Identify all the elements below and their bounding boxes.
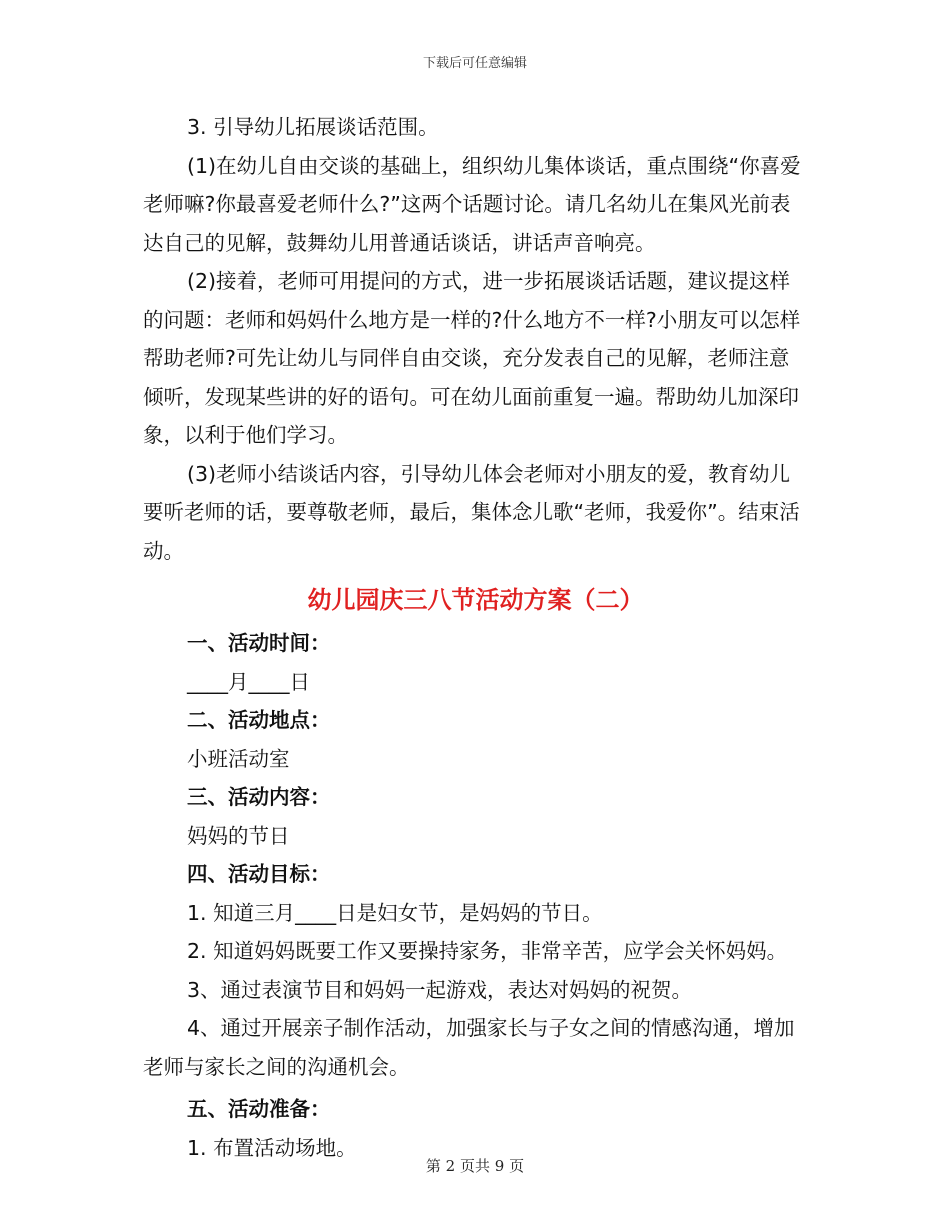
goal-3: 3、通过表演节目和妈妈一起游戏，表达对妈妈的祝贺。 [187,977,693,1002]
goal-2: 2. 知道妈妈既要工作又要操持家务，非常辛苦，应学会关怀妈妈。 [187,939,788,963]
paragraph-1: (1)在幼儿自由交谈的基础上，组织幼儿集体谈话，重点围绕“你喜爱老师嘛?你最喜爱老师什么?”这两个话题讨论。请几名幼儿在集风光前表达自己的见解，鼓舞幼儿用普通话谈话，讲话声音响亮。 [143,153,801,255]
goal-1: 1. 知道三月____日是妇女节，是妈妈的节日。 [187,900,603,925]
page-footer: 第 2 页共 9 页 [425,1157,525,1175]
page-header: 下载后可任意编辑 [422,56,527,71]
paragraph-2: (2)接着，老师可用提问的方式，进一步拓展谈话话题，建议提这样的问题：老师和妈妈什么地方是一样的?什么地方不一样?小朋友可以怎样帮助老师?可先让幼儿与同伴自由交谈，充分发表自己的见解，老师注意倾听，发现某些讲的好的语句。可在幼儿面前重复一遍。帮助幼儿加深印象，以利于他们学习。 [143,269,801,447]
preparation-1: 1. 布置活动场地。 [187,1135,357,1160]
activity-content-text: 妈妈的节日 [187,823,290,848]
activity-time-text: ____月____日 [187,669,310,694]
heading-activity-content: 三、活动内容： [187,785,331,809]
heading-activity-location: 二、活动地点： [187,708,331,732]
section-title: 幼儿园庆三八节活动方案（二） [307,586,644,614]
paragraph-3: (3)老师小结谈话内容，引导幼儿体会老师对小朋友的爱，教育幼儿要听老师的话，要尊敬老师，最后，集体念儿歌“老师，我爱你”。结束活动。 [143,461,800,563]
heading-activity-time: 一、活动时间： [187,631,331,655]
heading-activity-preparation: 五、活动准备： [187,1097,331,1121]
activity-location-text: 小班活动室 [187,746,290,771]
heading-activity-goals: 四、活动目标： [187,862,331,886]
step-3-heading: 3. 引导幼儿拓展谈话范围。 [187,115,439,139]
goal-4: 4、通过开展亲子制作活动，加强家长与子女之间的情感沟通，增加老师与家长之间的沟通机会。 [143,1016,795,1079]
document-body [143,108,808,1167]
